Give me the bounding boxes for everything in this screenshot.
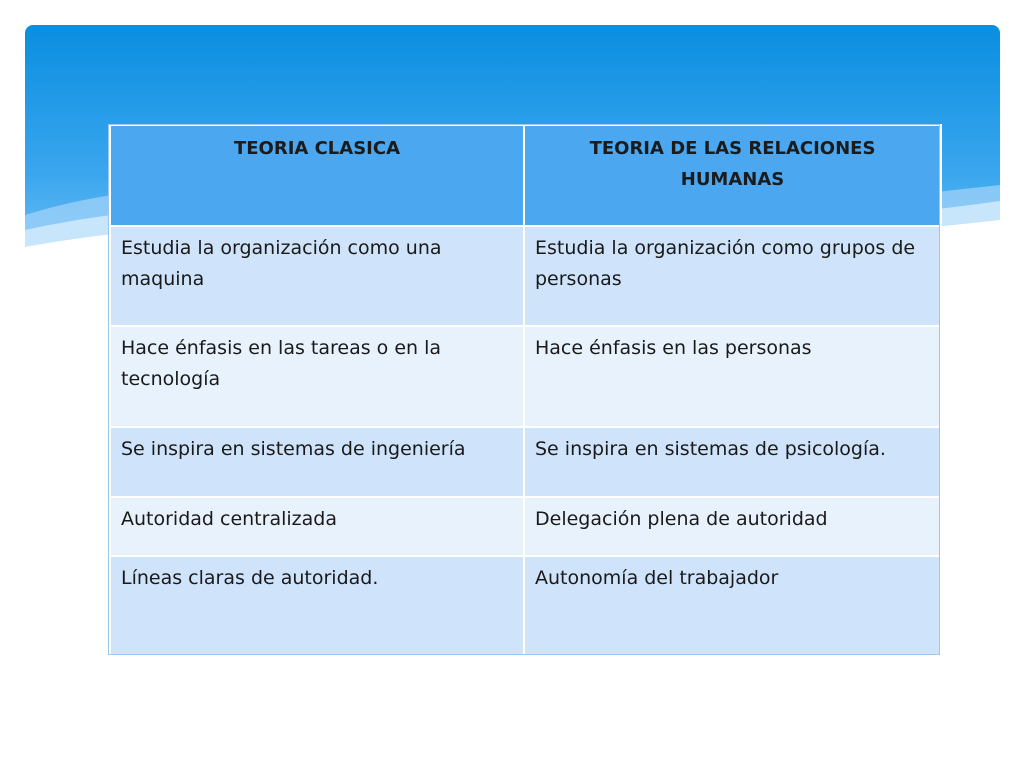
cell-clasica: Se inspira en sistemas de ingeniería: [110, 427, 524, 497]
cell-clasica: Estudia la organización como una maquina: [110, 226, 524, 326]
cell-relaciones: Autonomía del trabajador: [524, 556, 941, 656]
comparison-table: [109, 124, 942, 657]
cell-relaciones: Delegación plena de autoridad: [524, 497, 941, 556]
cell-clasica: Autoridad centralizada: [110, 497, 524, 556]
cell-relaciones: Estudia la organización como grupos de personas: [524, 226, 941, 326]
header-teoria-clasica: TEORIA CLASICA: [110, 125, 524, 226]
table-row: [110, 556, 941, 656]
cell-relaciones: Se inspira en sistemas de psicología.: [524, 427, 941, 497]
cell-clasica: Líneas claras de autoridad.: [110, 556, 524, 656]
table-row: [110, 226, 941, 326]
table-row: [110, 326, 941, 427]
table-header-row: [110, 125, 941, 226]
table-row: [110, 427, 941, 497]
table-row: [110, 497, 941, 556]
cell-relaciones: Hace énfasis en las personas: [524, 326, 941, 427]
cell-clasica: Hace énfasis en las tareas o en la tecnología: [110, 326, 524, 427]
header-teoria-relaciones-humanas: TEORIA DE LAS RELACIONES HUMANAS: [524, 125, 941, 226]
